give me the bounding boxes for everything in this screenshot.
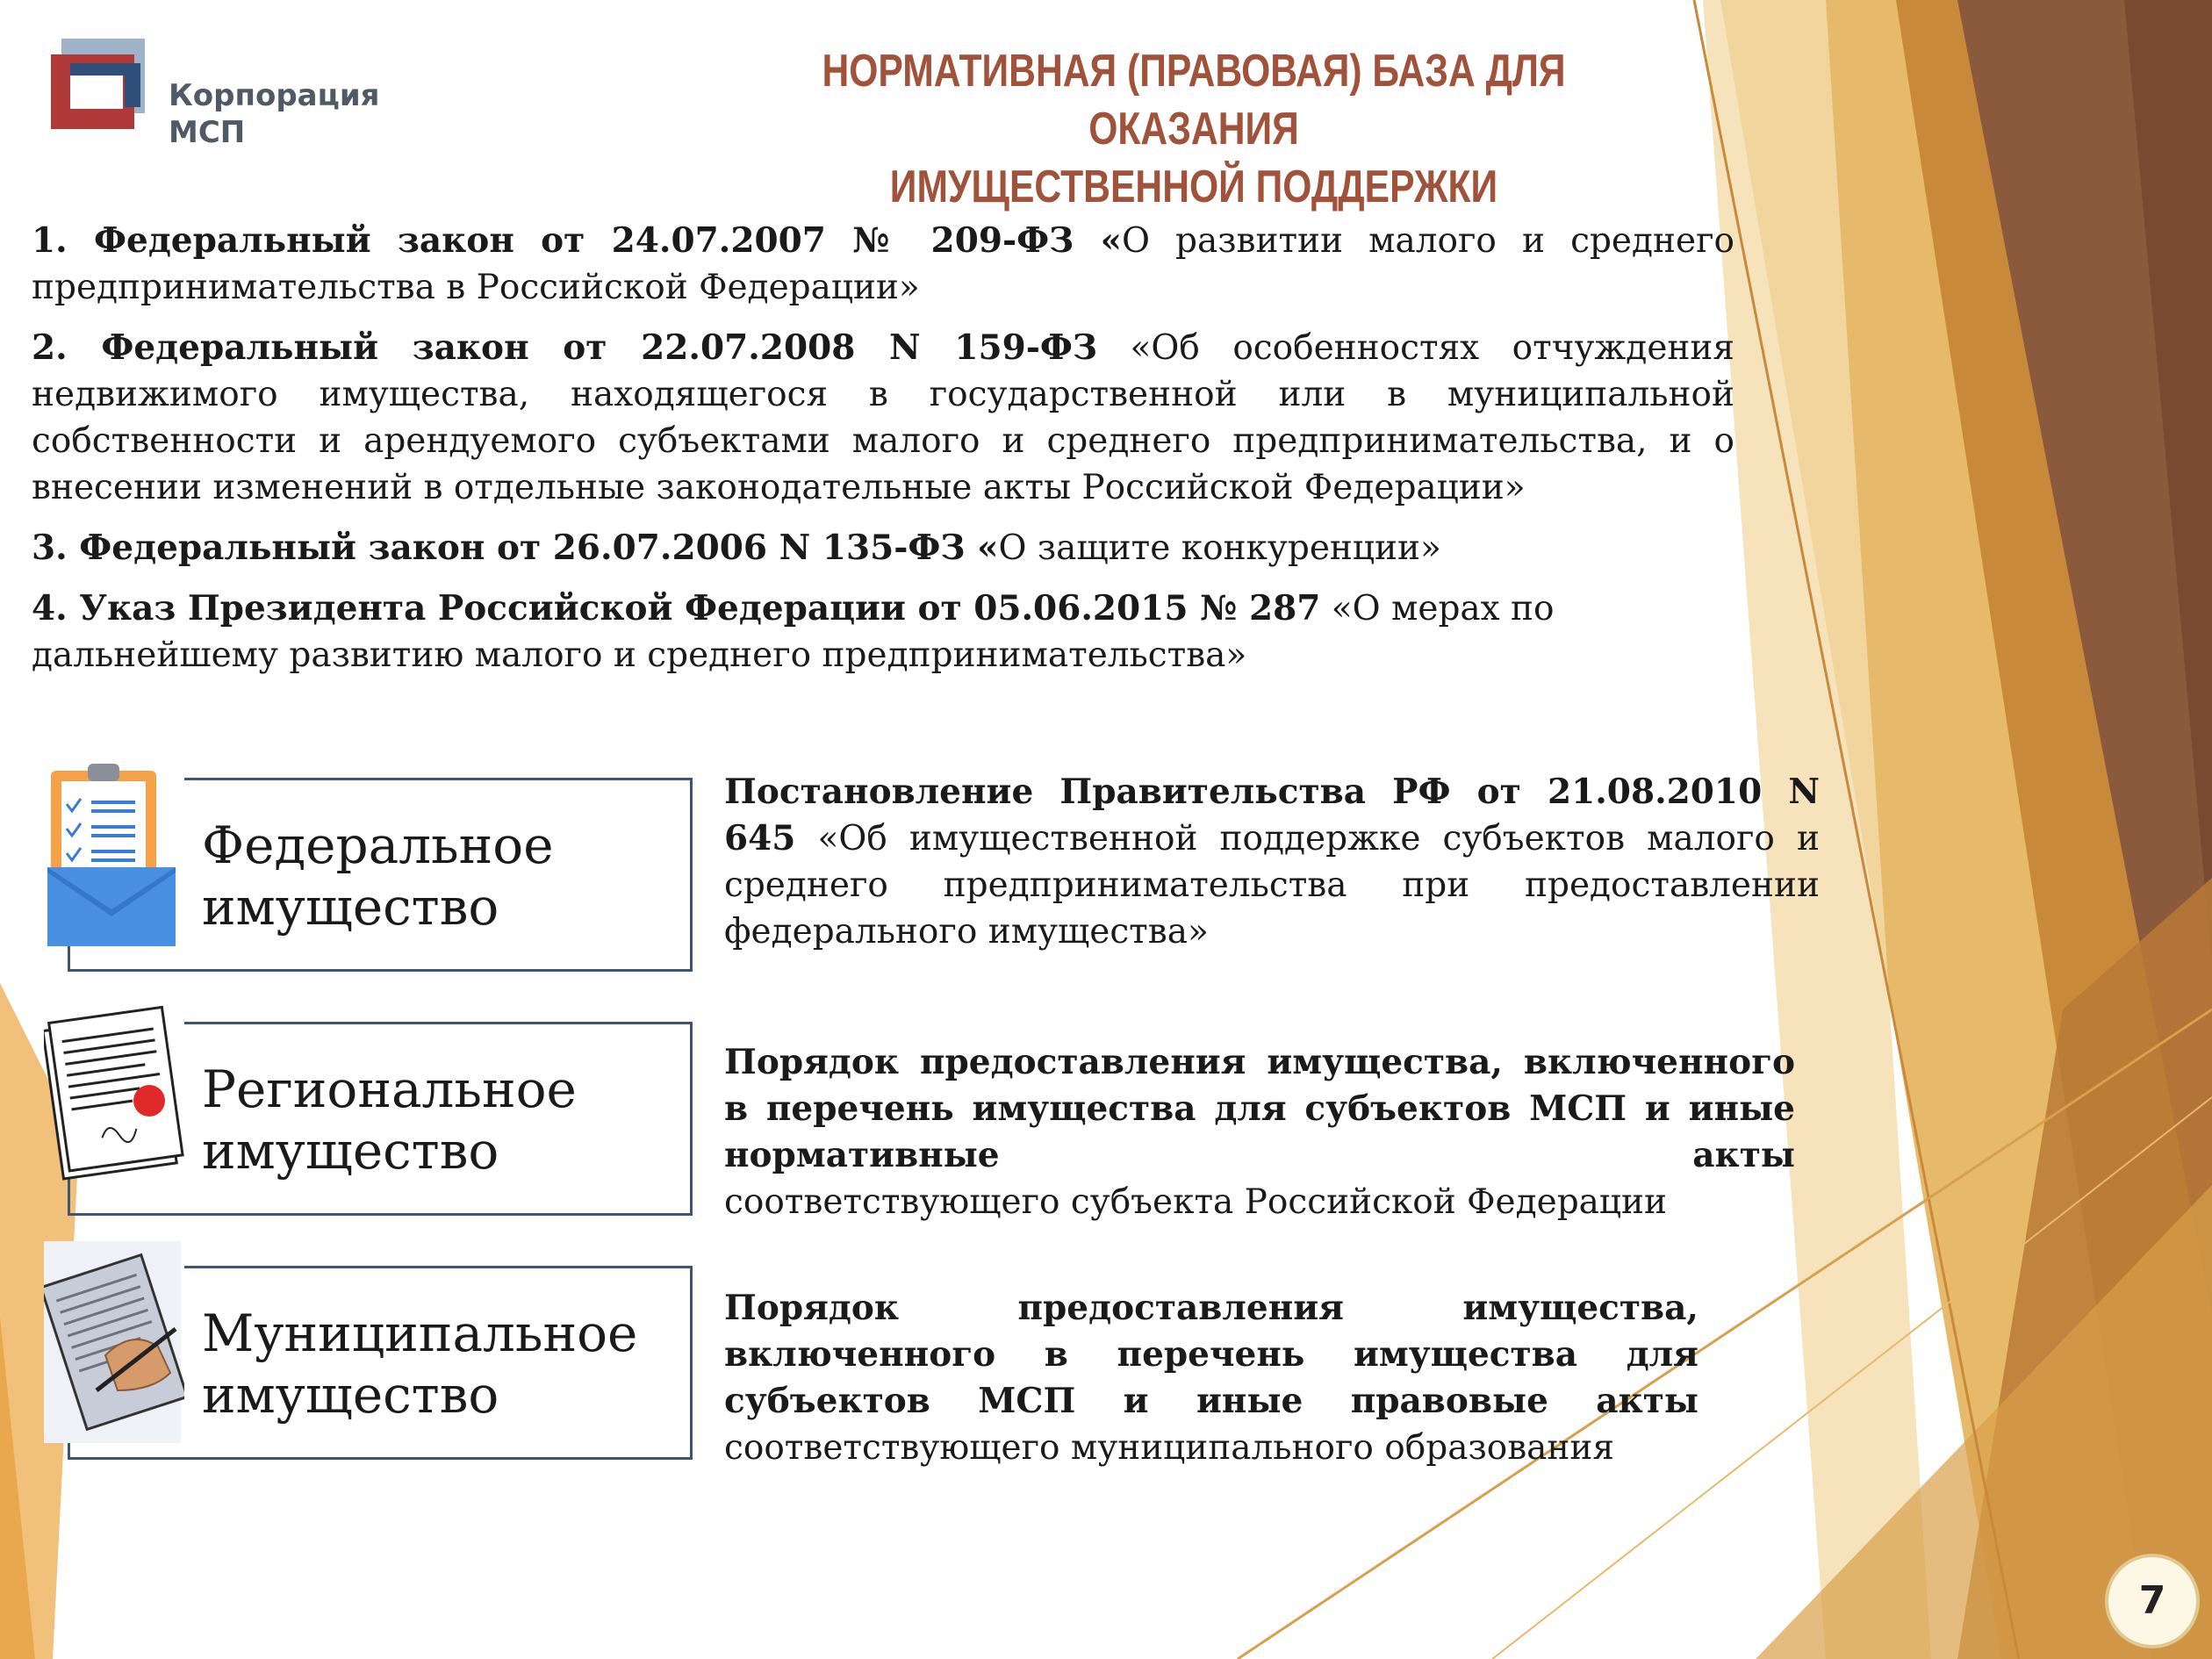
law-item-3: 3. Федеральный закон от 26.07.2006 N 135-ФЗ «О защите конкуренции»: [32, 528, 1441, 568]
law-item-4: 4. Указ Президента Российской Федерации от 05.06.2015 № 287 «О мерах по дальнейшему развитию малого и среднего предпринимательства»: [32, 588, 1555, 675]
logo-mark-icon: [46, 37, 160, 151]
logo-line1: Корпорация: [169, 78, 380, 113]
title-line1: НОРМАТИВНАЯ (ПРАВОВАЯ) БАЗА ДЛЯ ОКАЗАНИЯ: [822, 46, 1566, 154]
card-municipal-description: Порядок предоставления имущества, включенного в перечень имущества для субъектов МСП и иные правовые акты соответствующего муниципального образования: [724, 1288, 1698, 1468]
law-item-2: 2. Федеральный закон от 22.07.2008 N 159-ФЗ «Об особенностях отчуждения недвижимого имущества, находящегося в государственной или в муниципальной собственности и арендуемого субъектами малого и среднего предпринимательства, и о внесении изменений в отдельные законодательные акты Российской Федерации»: [32, 327, 1734, 507]
company-logo: [46, 37, 380, 151]
laws-list: [32, 218, 1734, 693]
card-regional-label: Региональное имущество: [202, 1059, 577, 1181]
logo-line2: МСП: [169, 115, 246, 150]
page-number: 7: [2105, 1554, 2200, 1648]
card-municipal-label: Муниципальное имущество: [202, 1304, 638, 1425]
page-title: [719, 42, 1669, 216]
clipboard-envelope-icon: [44, 762, 184, 946]
card-federal-label: Федеральное имущество: [202, 815, 554, 937]
title-line2: ИМУЩЕСТВЕННОЙ ПОДДЕРЖКИ: [889, 162, 1498, 212]
card-federal-description: Постановление Правительства РФ от 21.08.2010 N 645 «Об имущественной поддержке субъектов малого и среднего предпринимательства при предоставлении федерального имущества»: [724, 772, 1820, 952]
sealed-document-icon: [44, 995, 184, 1197]
law-item-1: 1. Федеральный закон от 24.07.2007 № 209-ФЗ «О развитии малого и среднего предпринимательства в Российской Федерации»: [32, 220, 1735, 307]
signing-document-icon: [44, 1241, 184, 1443]
card-regional-description: Порядок предоставления имущества, включенного в перечень имущества для субъектов МСП и иные нормативные акты соответствующего субъекта Российской Федерации: [724, 1042, 1795, 1222]
